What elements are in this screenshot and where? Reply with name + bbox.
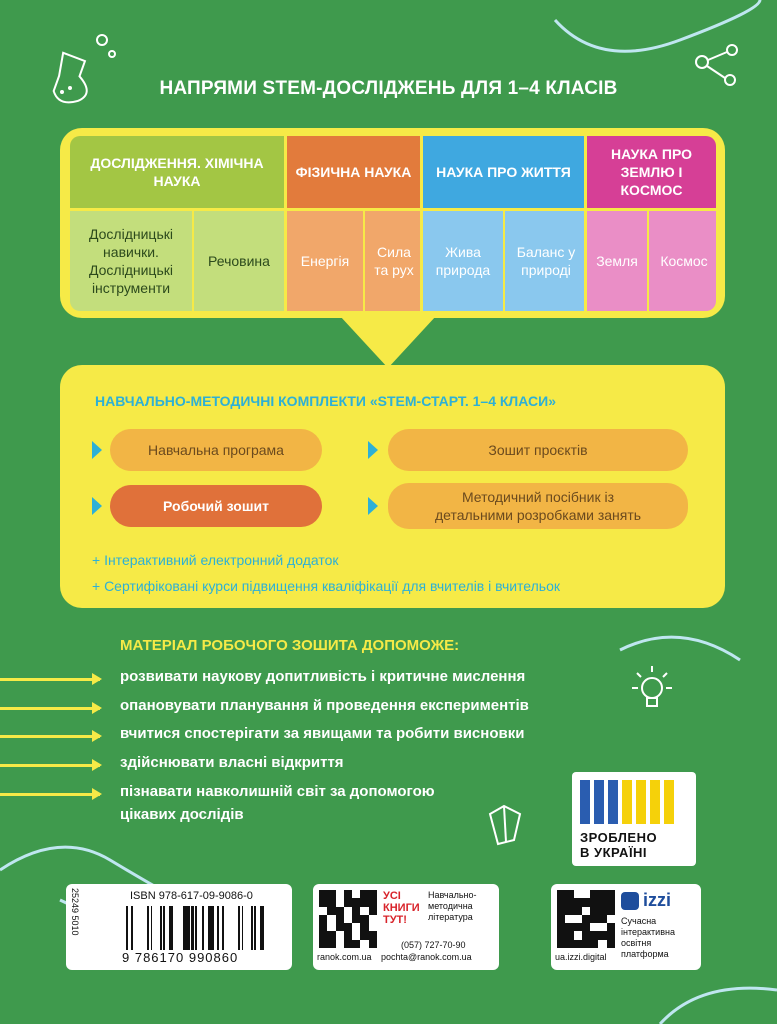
crystal-icon [480,800,530,850]
isbn-number: 9 786170 990860 [122,950,239,965]
isbn-card [66,884,292,970]
izzi-desc-1: Сучасна [621,916,657,926]
izzi-logo-icon [621,892,639,910]
izzi-card [551,884,701,970]
lit-type-3: література [428,912,473,922]
material-item: розвивати наукову допитливість і критичне мислення [120,668,526,685]
direction-column [584,136,716,311]
kit-item-guide: Методичний посібник із детальними розробками занять [388,483,688,529]
promo-2: КНИГИ [383,902,420,914]
kit-item-workbook: Робочий зошит [110,485,322,527]
ranok-phone: (057) 727-70-90 [401,940,466,950]
isbn-side: 25249 5010 [70,888,80,936]
arrow-icon [0,735,100,738]
kit-item-program: Навчальна програма [110,429,322,471]
arrow-icon [0,764,100,767]
direction-header: НАУКА ПРО ЗЕМЛЮ І КОСМОС [587,136,716,208]
material-item: вчитися спостерігати за явищами та робити висновки [120,725,525,742]
direction-topic: Жива природа [423,211,503,311]
ranok-url: ranok.com.ua [317,952,372,962]
direction-header: НАУКА ПРО ЖИТТЯ [423,136,584,208]
triangle-bullet-icon [368,497,378,515]
qr-code [319,890,377,948]
lit-type-1: Навчально- [428,890,477,900]
down-arrow-icon [340,316,436,368]
kit-extra-courses: + Сертифіковані курси підвищення кваліфікації для вчителів і вчительок [92,578,561,594]
izzi-desc-3: освітня [621,938,652,948]
direction-topic: Баланс у природі [503,211,587,311]
arrow-icon [0,793,100,796]
qr-code [557,890,615,948]
made-in-line2: В УКРАЇНІ [580,845,648,860]
direction-header: ФІЗИЧНА НАУКА [287,136,420,208]
material-item: опановувати планування й проведення експериментів [120,697,529,714]
material-title: МАТЕРІАЛ РОБОЧОГО ЗОШИТА ДОПОМОЖЕ: [120,637,460,654]
arrow-icon [0,707,100,710]
direction-column [420,136,584,311]
izzi-desc-4: платформа [621,949,669,959]
direction-column [70,136,284,311]
kit-item-projects: Зошит проєктів [388,429,688,471]
izzi-desc-2: інтерактивна [621,927,675,937]
stripes-logo [580,780,688,824]
made-in-ukraine-badge [572,772,696,866]
direction-topic: Сила та рух [363,211,423,311]
page-title: НАПРЯМИ STEM-ДОСЛІДЖЕНЬ ДЛЯ 1–4 КЛАСІВ [159,78,618,99]
direction-topic: Дослідницькі навички. Дослідницькі інструменти [70,211,192,311]
material-item: пізнавати навколишній світ за допомогою [120,783,435,800]
isbn-label: ISBN 978-617-09-9086-0 [130,890,253,902]
kit-title: НАВЧАЛЬНО-МЕТОДИЧНІ КОМПЛЕКТИ «STEM-СТАРТ. 1–4 КЛАСИ» [95,393,556,409]
direction-topic: Земля [587,211,647,311]
directions-grid [70,136,716,311]
izzi-brand: izzi [643,890,672,910]
direction-topic: Енергія [287,211,363,311]
material-item: цікавих дослідів [120,806,244,823]
arrow-icon [0,678,100,681]
triangle-bullet-icon [368,441,378,459]
direction-topic: Речовина [192,211,284,311]
direction-header: ДОСЛІДЖЕННЯ. ХІМІЧНА НАУКА [70,136,284,208]
promo-1: УСІ [383,890,401,902]
barcode [126,906,276,950]
made-in-line1: ЗРОБЛЕНО [580,830,658,845]
lightbulb-icon [622,658,682,718]
direction-topic: Космос [647,211,716,311]
kit-extra-app: + Інтерактивний електронний додаток [92,552,339,568]
material-item: здійснювати власні відкриття [120,754,344,771]
promo-3: ТУТ! [383,914,407,926]
lit-type-2: методична [428,901,473,911]
ranok-email: pochta@ranok.com.ua [381,952,472,962]
izzi-url: ua.izzi.digital [555,952,607,962]
triangle-bullet-icon [92,497,102,515]
direction-column [284,136,420,311]
triangle-bullet-icon [92,441,102,459]
ranok-card [313,884,499,970]
